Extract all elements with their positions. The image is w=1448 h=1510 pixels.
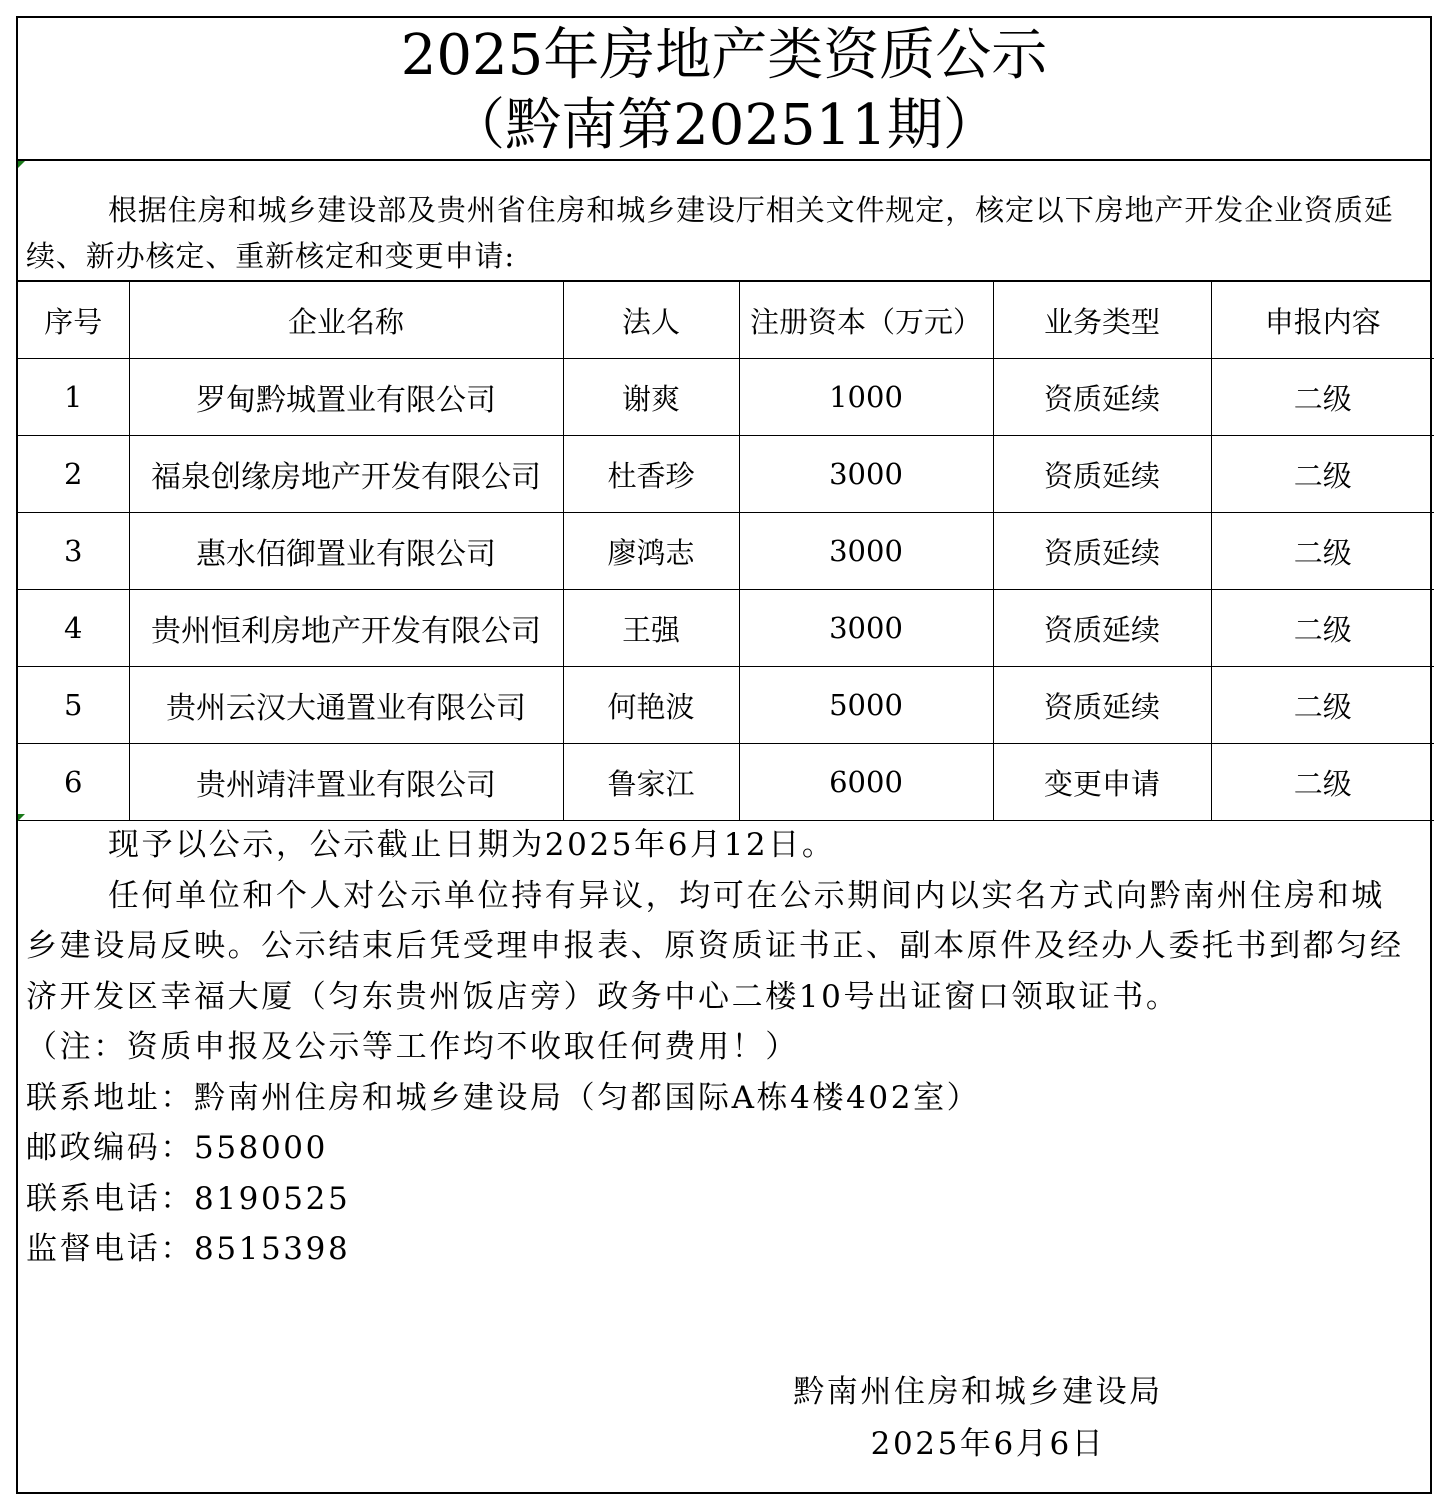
- cell-company: 贵州云汉大通置业有限公司: [129, 667, 563, 744]
- cell-content: 二级: [1211, 436, 1434, 513]
- issue-number: （黔南第202511期）: [449, 93, 999, 158]
- cell-capital: 5000: [739, 667, 993, 744]
- cell-business-type: 资质延续: [993, 590, 1211, 667]
- cell-capital: 3000: [739, 590, 993, 667]
- table-row: [18, 744, 1434, 821]
- table-row: [18, 359, 1434, 436]
- postal-code: 邮政编码：558000: [26, 1130, 328, 1166]
- cell-company: 贵州恒利房地产开发有限公司: [129, 590, 563, 667]
- cell-comment-marker: [18, 814, 25, 821]
- qualification-table: [18, 282, 1434, 821]
- cell-content: 二级: [1211, 590, 1434, 667]
- deadline-text: 现予以公示，公示截止日期为2025年6月12日。: [108, 827, 836, 863]
- cell-legal-person: 鲁家江: [563, 744, 739, 821]
- cell-seq: 4: [18, 590, 129, 667]
- cell-capital: 6000: [739, 744, 993, 821]
- header-capital: 注册资本（万元）: [739, 282, 993, 359]
- cell-company: 惠水佰御置业有限公司: [129, 513, 563, 590]
- cell-legal-person: 谢爽: [563, 359, 739, 436]
- table-row: [18, 436, 1434, 513]
- cell-seq: 1: [18, 359, 129, 436]
- cell-content: 二级: [1211, 359, 1434, 436]
- cell-content: 二级: [1211, 513, 1434, 590]
- cell-legal-person: 王强: [563, 590, 739, 667]
- supervision-phone: 监督电话：8515398: [26, 1231, 351, 1267]
- cell-business-type: 变更申请: [993, 744, 1211, 821]
- intro-paragraph: 根据住房和城乡建设部及贵州省住房和城乡建设厅相关文件规定，核定以下房地产开发企业资质延续、新办核定、重新核定和变更申请:: [18, 161, 1430, 282]
- contact-address: 联系地址：黔南州住房和城乡建设局（匀都国际A栋4楼402室）: [26, 1079, 981, 1116]
- cell-business-type: 资质延续: [993, 436, 1211, 513]
- title-block: [18, 18, 1430, 161]
- notice-section: [26, 820, 1406, 1275]
- table-row: [18, 590, 1434, 667]
- cell-company: 福泉创缘房地产开发有限公司: [129, 436, 563, 513]
- signature-block: [678, 1366, 1278, 1470]
- cell-seq: 6: [18, 744, 129, 821]
- contact-phone: 联系电话：8190525: [26, 1180, 351, 1217]
- header-seq: 序号: [18, 282, 129, 359]
- announcement-sheet: [16, 16, 1432, 1494]
- cell-capital: 3000: [739, 513, 993, 590]
- header-legal-person: 法人: [563, 282, 739, 359]
- page-title: 2025年房地产类资质公示: [400, 23, 1048, 88]
- cell-content: 二级: [1211, 744, 1434, 821]
- cell-company: 罗甸黔城置业有限公司: [129, 359, 563, 436]
- cell-capital: 1000: [739, 359, 993, 436]
- cell-seq: 2: [18, 436, 129, 513]
- table-header-row: [18, 282, 1434, 359]
- header-business-type: 业务类型: [993, 282, 1211, 359]
- cell-business-type: 资质延续: [993, 359, 1211, 436]
- cell-legal-person: 廖鸿志: [563, 513, 739, 590]
- header-company: 企业名称: [129, 282, 563, 359]
- issuing-organization: 黔南州住房和城乡建设局: [793, 1374, 1163, 1410]
- cell-capital: 3000: [739, 436, 993, 513]
- cell-company: 贵州靖沣置业有限公司: [129, 744, 563, 821]
- fee-note: （注：资质申报及公示等工作均不收取任何费用！）: [26, 1029, 799, 1065]
- cell-seq: 5: [18, 667, 129, 744]
- issue-date: 2025年6月6日: [870, 1426, 1106, 1462]
- cell-legal-person: 何艳波: [563, 667, 739, 744]
- cell-seq: 3: [18, 513, 129, 590]
- cell-legal-person: 杜香珍: [563, 436, 739, 513]
- table-row: [18, 513, 1434, 590]
- cell-content: 二级: [1211, 667, 1434, 744]
- objection-text: 任何单位和个人对公示单位持有异议，均可在公示期间内以实名方式向黔南州住房和城乡建设局反映。公示结束后凭受理申报表、原资质证书正、副本原件及经办人委托书到都匀经济开发区幸福大厦（匀东贵州饭店旁）政务中心二楼10号出证窗口领取证书。: [26, 877, 1404, 1015]
- header-content: 申报内容: [1211, 282, 1434, 359]
- cell-business-type: 资质延续: [993, 513, 1211, 590]
- table-row: [18, 667, 1434, 744]
- cell-business-type: 资质延续: [993, 667, 1211, 744]
